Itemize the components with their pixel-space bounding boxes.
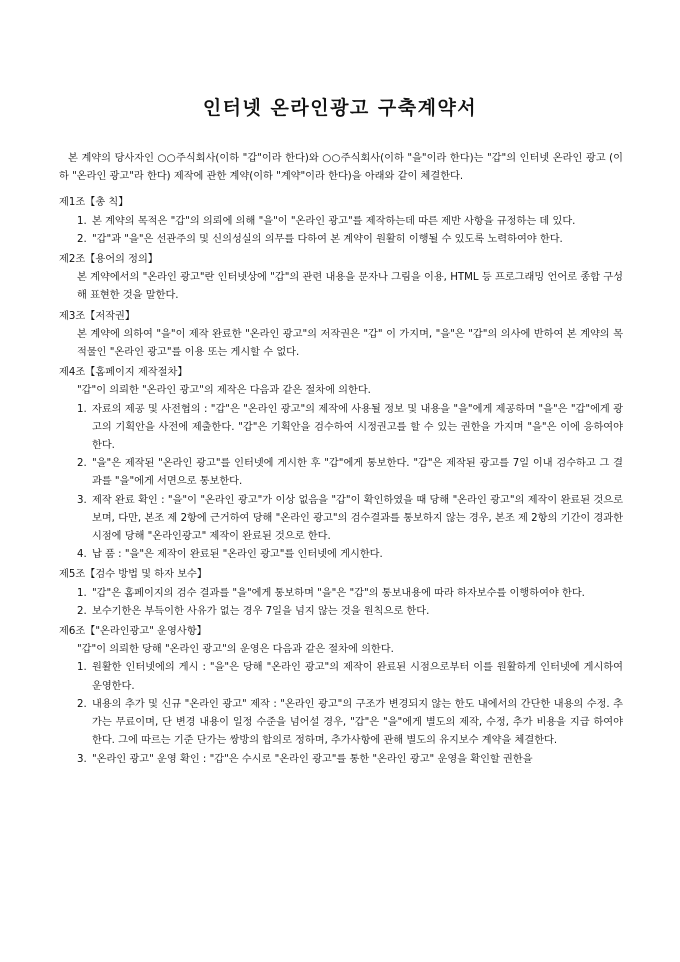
item-text: "온라인 광고" 운영 확인 : "갑"은 수시로 "온라인 광고"를 통한 "온라인 광고" 운영을 확인할 권한을	[92, 753, 533, 765]
article-title: 제6조【"온라인광고" 운영사항】	[59, 626, 207, 638]
item-number: 2.	[77, 698, 87, 710]
item-text: 원활한 인터넷에의 게시 : "을"은 당해 "온라인 광고"의 제작이 완료된 시점으로부터 이를 원활하게 인터넷에 게시하여 운영한다.	[92, 662, 623, 692]
article-title: 제4조【홈페이지 제작절차】	[59, 367, 188, 379]
article-items	[59, 659, 623, 768]
item-number: 2.	[77, 605, 87, 617]
list-item	[59, 659, 623, 695]
document-title: 인터넷 온라인광고 구축계약서	[202, 97, 478, 119]
list-item	[59, 696, 623, 751]
article-3	[59, 308, 623, 363]
item-number: 4.	[77, 549, 87, 561]
article-4	[59, 364, 623, 564]
item-text: 보수기한은 부득이한 사유가 없는 경우 7일을 넘지 않는 것을 원칙으로 한다.	[92, 605, 430, 617]
item-number: 1.	[77, 587, 87, 599]
article-text: 본 계약에서의 "온라인 광고"란 인터넷상에 "갑"의 관련 내용을 문자나 그림을 이용, HTML 등 프로그래밍 언어로 종합 구성해 표현한 것을 말한다.	[77, 272, 623, 302]
article-items	[59, 213, 623, 249]
item-text: 자료의 제공 및 사전협의 : "갑"은 "온라인 광고"의 제작에 사용될 정보 및 내용을 "을"에게 제공하며 "을"은 "갑"에게 광고의 기획안을 사전에 제출한다. "갑"은 기획안을 검수하여 시정권고를 할 수 있는 권한을 가지며 "을"은 이에 응하여야 한다.	[92, 403, 623, 452]
item-text: "갑"과 "을"은 선관주의 및 신의성실의 의무를 다하여 본 계약이 원활히 이행될 수 있도록 노력하여야 한다.	[92, 233, 563, 245]
list-item	[59, 401, 623, 456]
article-text: "갑"이 의뢰한 당해 "온라인 광고"의 운영은 다음과 같은 절차에 의한다.	[77, 644, 394, 656]
item-text: 납 품 : "을"은 제작이 완료된 "온라인 광고"를 인터넷에 게시한다.	[92, 549, 383, 561]
item-text: 내용의 추가 및 신규 "온라인 광고" 제작 : "온라인 광고"의 구조가 변경되지 않는 한도 내에서의 간단한 내용의 수정. 추가는 무료이며, 단 변경 내용이 일정 수준을 넘어설 경우, "갑"은 "을"에게 별도의 제작, 수정, 추가 비용을 지급 하여야 한다. 그에 따르는 기준 단가는 쌍방의 합의로 정하며, 추가사항에 관해 별도의 유지보수 계약을 체결한다.	[92, 698, 623, 747]
article-2	[59, 251, 623, 306]
article-6	[59, 623, 623, 769]
item-number: 3.	[77, 494, 87, 506]
article-title: 제2조【용어의 정의】	[59, 254, 158, 266]
list-item	[59, 213, 623, 231]
list-item	[59, 455, 623, 491]
article-text: "갑"이 의뢰한 "온라인 광고"의 제작은 다음과 같은 절차에 의한다.	[77, 385, 371, 397]
article-1	[59, 194, 623, 249]
list-item	[59, 231, 623, 249]
item-text: 본 계약의 목적은 "갑"의 의뢰에 의해 "을"이 "온라인 광고"를 제작하는데 따른 제반 사항을 규정하는 데 있다.	[92, 215, 576, 227]
item-number: 1.	[77, 215, 87, 227]
intro-paragraph: 본 계약의 당사자인 ○○주식회사(이하 "갑"이라 한다)와 ○○주식회사(이하 "을"이라 한다)는 "갑"의 인터넷 온라인 광고 (이하 "온라인 광고"라 한다) 제작에 관한 계약(이하 "계약"이라 한다)을 아래와 같이 체결한다.	[59, 153, 623, 183]
list-item	[59, 751, 623, 769]
article-items	[59, 401, 623, 565]
list-item	[59, 492, 623, 547]
list-item	[59, 603, 623, 621]
document-body	[59, 150, 623, 769]
item-text: "을"은 제작된 "온라인 광고"를 인터넷에 게시한 후 "갑"에게 통보한다. "갑"은 제작된 광고를 7일 이내 검수하고 그 결과를 "을"에게 서면으로 통보한다.	[92, 458, 623, 488]
item-number: 3.	[77, 753, 87, 765]
article-items	[59, 585, 623, 621]
item-number: 1.	[77, 403, 87, 415]
item-text: 제작 완료 확인 : "을"이 "온라인 광고"가 이상 없음을 "갑"이 확인하였을 때 당해 "온라인 광고"의 제작이 완료된 것으로 보며, 다만, 본조 제 2항에 근거하여 당해 "온라인 광고"의 검수결과를 통보하지 않는 경우, 본조 제 2항의 기간이 경과한 시점에 당해 "온라인광고" 제작이 완료된 것으로 한다.	[92, 494, 623, 543]
item-number: 1.	[77, 662, 87, 674]
article-title: 제5조【검수 방법 및 하자 보수】	[59, 569, 208, 581]
article-text: 본 계약에 의하여 "을"이 제작 완료한 "온라인 광고"의 저작권은 "갑" 이 가지며, "을"은 "갑"의 의사에 반하여 본 계약의 목적물인 "온라인 광고"를 이용 또는 게시할 수 없다.	[77, 328, 623, 359]
article-5	[59, 566, 623, 621]
item-number: 2.	[77, 233, 87, 245]
article-title: 제1조【총 칙】	[59, 197, 129, 209]
article-title: 제3조【저작권】	[59, 310, 136, 322]
list-item	[59, 585, 623, 603]
item-number: 2.	[77, 458, 87, 470]
list-item	[59, 546, 623, 564]
item-text: "갑"은 홈페이지의 검수 결과를 "을"에게 통보하며 "을"은 "갑"의 통보내용에 따라 하자보수를 이행하여야 한다.	[92, 587, 585, 599]
